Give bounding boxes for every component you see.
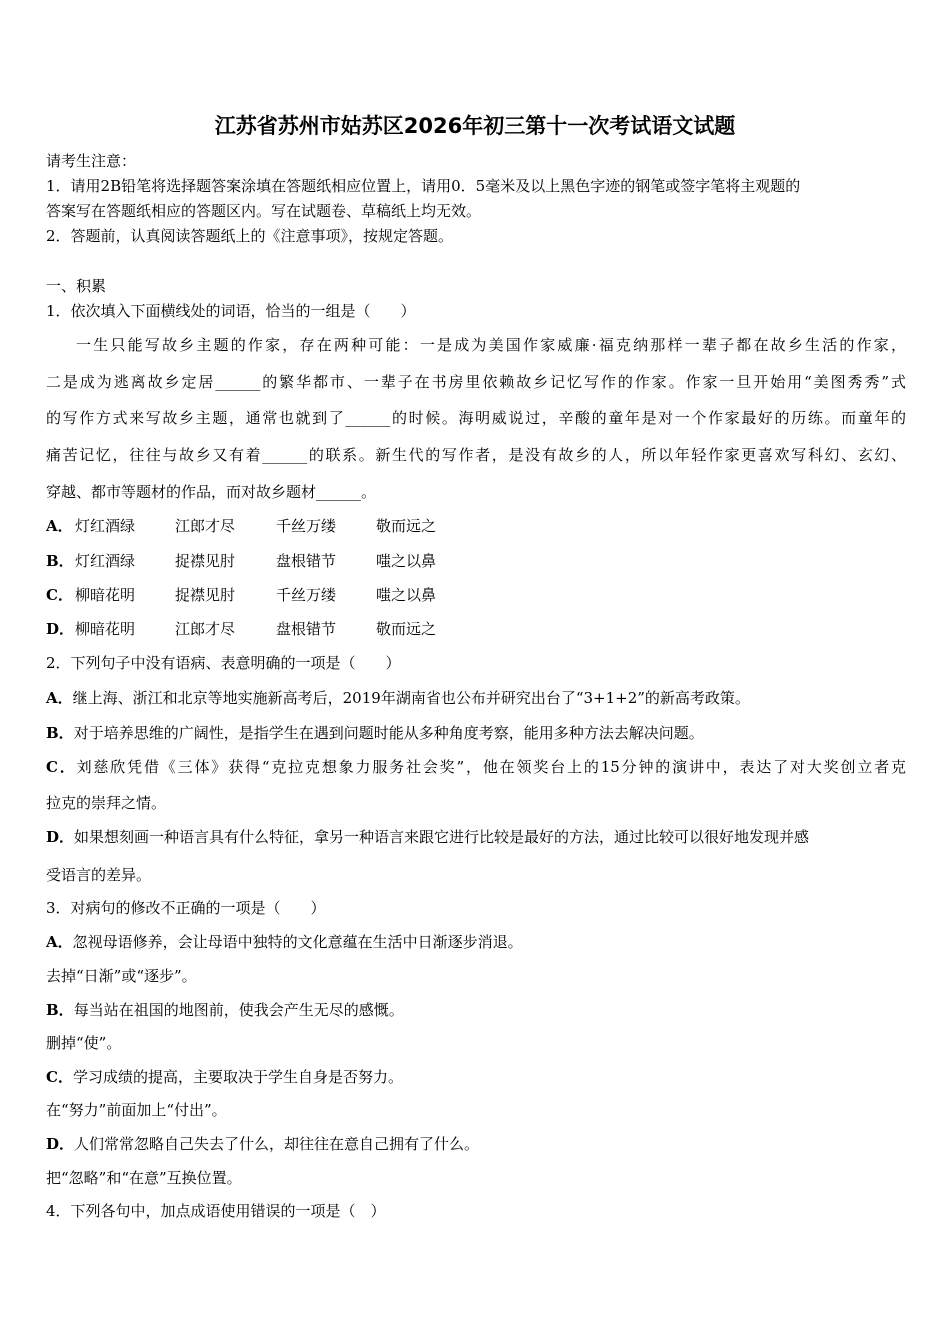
- q2-option-c: [46, 757, 906, 777]
- option-word: 捉襟见肘: [175, 586, 236, 604]
- option-word: 盘根错节: [276, 552, 337, 570]
- option-word: 江郎才尽: [175, 620, 236, 638]
- option-word: 柳暗花明: [75, 620, 136, 638]
- option-label: A．: [46, 689, 73, 707]
- option-label: B．: [46, 552, 74, 570]
- option-word: 嗤之以鼻: [376, 586, 437, 604]
- option-word: 千丝万缕: [276, 586, 337, 604]
- q3-fix-d: 把“忽略”和“在意”互换位置。: [46, 1169, 242, 1187]
- q2-option-a: [46, 688, 750, 708]
- option-label: D．: [46, 1135, 75, 1153]
- option-text: 刘慈欣凭借《三体》获得“克拉克想象力服务社会奖”，他在领奖台上的15分钟的演讲中，表达了对大奖创立者克: [76, 758, 906, 776]
- option-label: D．: [46, 828, 75, 846]
- q2-option-b: [46, 723, 704, 743]
- q3-option-d: [46, 1134, 479, 1154]
- option-label: C．: [46, 758, 77, 776]
- option-text: 忽视母语修养，会让母语中独特的文化意蕴在生活中日渐逐步消退。: [72, 933, 523, 951]
- option-word: 敬而远之: [376, 517, 437, 535]
- question-1-stem: 1．依次填入下面横线处的词语，恰当的一组是（ ）: [46, 302, 416, 320]
- passage-line: 的写作方式来写故乡主题，通常也就到了______的时候。海明威说过，辛酸的童年是对一个作家最好的历练。而童年的: [46, 409, 906, 427]
- notice-line-2: 答案写在答题纸相应的答题区内。写在试题卷、草稿纸上均无效。: [46, 202, 482, 220]
- option-label: C．: [46, 586, 73, 604]
- q3-fix-a: 去掉“日渐”或“逐步”。: [46, 967, 197, 985]
- option-label: A．: [46, 517, 73, 535]
- section-heading: 一、积累: [46, 277, 107, 295]
- option-label: D．: [46, 620, 75, 638]
- q2-option-c-cont: 拉克的崇拜之情。: [46, 794, 167, 812]
- option-text: 每当站在祖国的地图前，使我会产生无尽的感慨。: [73, 1001, 404, 1019]
- passage-line: 痛苦记忆，往往与故乡又有着______的联系。新生代的写作者，是没有故乡的人，所以年轻作家更喜欢写科幻、玄幻、: [46, 446, 906, 464]
- option-word: 灯红酒绿: [75, 552, 136, 570]
- option-word: 灯红酒绿: [75, 517, 136, 535]
- option-text: 学习成绩的提高，主要取决于学生自身是否努力。: [72, 1068, 403, 1086]
- option-label: C．: [46, 1068, 73, 1086]
- notice-heading: 请考生注意：: [46, 152, 137, 170]
- option-text: 如果想刻画一种语言具有什么特征，拿另一种语言来跟它进行比较是最好的方法，通过比较可以很好地发现并感: [74, 828, 810, 846]
- option-word: 捉襟见肘: [175, 552, 236, 570]
- option-word: 嗤之以鼻: [376, 552, 437, 570]
- page-title: 江苏省苏州市姑苏区2026年初三第十一次考试语文试题: [214, 114, 736, 138]
- passage-line: 穿越、都市等题材的作品，而对故乡题材______。: [46, 483, 377, 501]
- option-label: A．: [46, 933, 73, 951]
- question-2-stem: 2．下列句子中没有语病、表意明确的一项是（ ）: [46, 654, 401, 672]
- option-word: 敬而远之: [376, 620, 437, 638]
- option-word: 千丝万缕: [276, 517, 337, 535]
- option-word: 柳暗花明: [75, 586, 136, 604]
- option-word: 盘根错节: [276, 620, 337, 638]
- question-4-stem: 4．下列各句中，加点成语使用错误的一项是（ ）: [46, 1202, 386, 1220]
- q3-fix-b: 删掉“使”。: [46, 1034, 122, 1052]
- q2-option-d: [46, 827, 809, 847]
- passage-line: 二是成为逃离故乡定居______的繁华都市、一辈子在书房里依赖故乡记忆写作的作家。作家一旦开始用“美图秀秀”式: [46, 373, 906, 391]
- option-label: B．: [46, 724, 74, 742]
- notice-line-1: 1．请用2B铅笔将选择题答案涂填在答题纸相应位置上，请用0．5毫米及以上黑色字迹的钢笔或签字笔将主观题的: [46, 177, 801, 195]
- q3-option-c: [46, 1067, 403, 1087]
- question-3-stem: 3．对病句的修改不正确的一项是（ ）: [46, 899, 326, 917]
- q2-option-d-cont: 受语言的差异。: [46, 866, 152, 884]
- option-text: 对于培养思维的广阔性，是指学生在遇到问题时能从多种角度考察，能用多种方法去解决问题。: [73, 724, 704, 742]
- notice-line-3: 2．答题前，认真阅读答题纸上的《注意事项》，按规定答题。: [46, 227, 454, 245]
- q3-option-a: [46, 932, 523, 952]
- passage-line: 一生只能写故乡主题的作家，存在两种可能：一是成为美国作家威廉·福克纳那样一辈子都在故乡生活的作家，: [76, 336, 906, 354]
- option-label: B．: [46, 1001, 74, 1019]
- option-text: 继上海、浙江和北京等地实施新高考后，2019年湖南省也公布并研究出台了“3+1+2”的新高考政策。: [72, 689, 750, 707]
- q3-option-b: [46, 1000, 404, 1020]
- q3-fix-c: 在“努力”前面加上“付出”。: [46, 1101, 227, 1119]
- option-text: 人们常常忽略自己失去了什么，却往往在意自己拥有了什么。: [74, 1135, 480, 1153]
- option-word: 江郎才尽: [175, 517, 236, 535]
